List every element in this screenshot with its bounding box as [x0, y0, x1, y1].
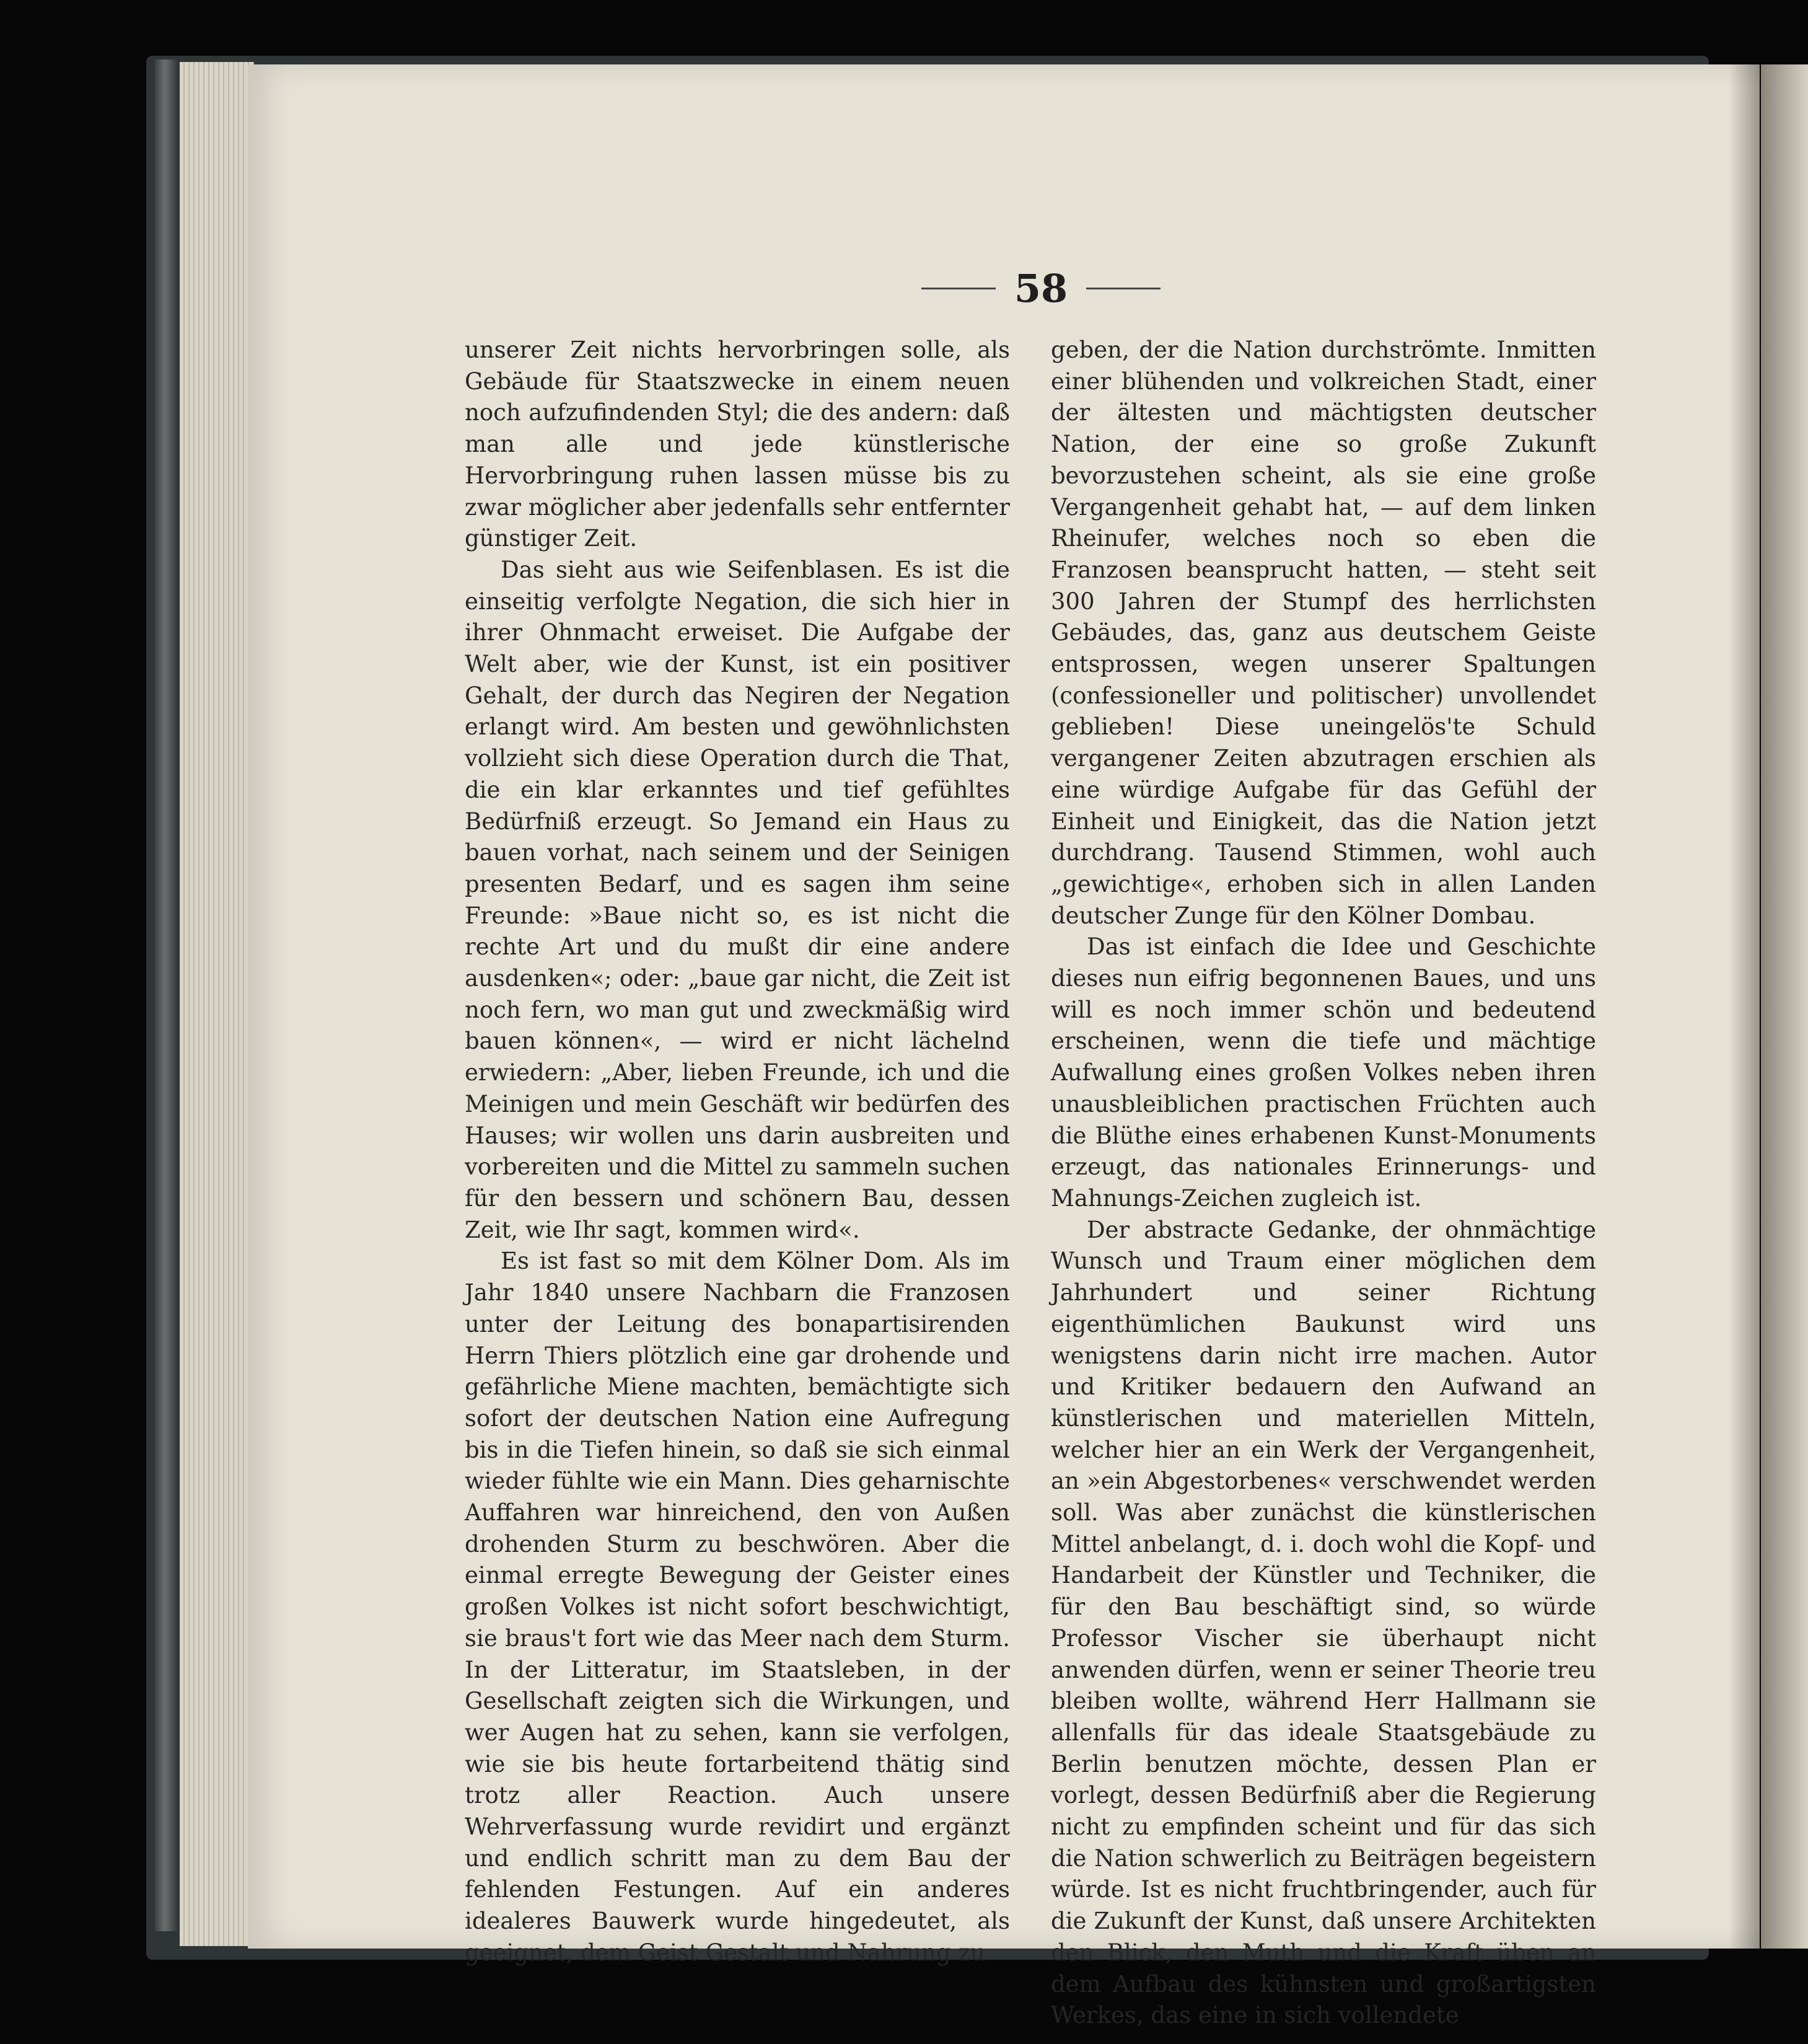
header-rule-left [921, 288, 996, 289]
header-rule-right [1086, 288, 1161, 289]
page-number: 58 [1014, 265, 1068, 311]
paragraph: unserer Zeit nichts hervorbringen solle, als Gebäude für Staatszwecke in einem neuen noch aufzufindenden Styl; die des andern: daß man alle und jede künstlerische Hervorbringung ruhen lassen müsse bis zu zwar möglicher aber jedenfalls sehr entfernter günstiger Zeit. [465, 337, 1010, 552]
right-page-edge [1761, 64, 1808, 1949]
page-header [886, 254, 1196, 322]
book-spine-edge [155, 59, 180, 1931]
paragraph: Das ist einfach die Idee und Geschichte dieses nun eifrig begonnenen Baues, und uns will es noch immer schön und bedeutend erscheinen, wenn die tiefe und mächtige Aufwallung eines großen Volkes neben ihren unausbleiblichen practischen Früchten auch die Blüthe eines erhabenen Kunst-Monuments erzeugt, das nationales Erinnerungs- und Mahnungs-Zeichen zugleich ist. [1051, 933, 1596, 1212]
paragraph: Der abstracte Gedanke, der ohnmächtige Wunsch und Traum einer möglichen dem Jahrhundert und seiner Richtung eigenthümlichen Baukunst wird uns wenigstens darin nicht irre machen. Autor und Kritiker bedauern den Aufwand an künstlerischen und materiellen Mitteln, welcher hier an ein Werk der Vergangenheit, an »ein Abgestorbenes« verschwendet werden soll. Was aber zunächst die künstlerischen Mittel anbelangt, d. i. doch wohl die Kopf- und Handarbeit der Künstler und Techniker, die für den Bau beschäftigt sind, so würde Professor Vischer sie überhaupt nicht anwenden dürfen, wenn er seiner Theorie treu bleiben wollte, während Herr Hallmann sie allenfalls für das ideale Staatsgebäude zu Berlin benutzen möchte, dessen Plan er vorlegt, dessen Bedürfniß aber die Regierung nicht zu empfinden scheint und für das sich die Nation schwerlich zu Beiträgen begeistern würde. Ist es nicht fruchtbringender, auch für die Zukunft der Kunst, daß unsere Architekten den Blick, den Muth und die Kraft üben an dem Aufbau des kühnsten und großartigsten Werkes, das eine in sich vollendete [1051, 1216, 1596, 2029]
paragraph: Das sieht aus wie Seifenblasen. Es ist die einseitig verfolgte Negation, die sich hier in ihrer Ohnmacht erweiset. Die Aufgabe der Welt aber, wie der Kunst, ist ein positiver Gehalt, der durch das Negiren der Negation erlangt wird. Am besten und gewöhnlichsten vollzieht sich diese Operation durch die That, die ein klar erkanntes und tief gefühltes Bedürfniß erzeugt. So Jemand ein Haus zu bauen vorhat, nach seinem und der Seinigen presenten Bedarf, und es sagen ihm seine Freunde: »Baue nicht so, es ist nicht die rechte Art und du mußt dir eine andere ausdenken«; oder: „baue gar nicht, die Zeit ist noch fern, wo man gut und zweckmäßig wird bauen können«, — wird er nicht lächelnd erwiedern: „Aber, lieben Freunde, ich und die Meinigen und mein Geschäft wir bedürfen des Hauses; wir wollen uns darin ausbreiten und vorbereiten und die Mittel zu sammeln suchen für den bessern und schönern Bau, dessen Zeit, wie Ihr sagt, kommen wird«. [465, 556, 1010, 1243]
left-text-column [465, 335, 1010, 1969]
gutter-shadow [1729, 64, 1761, 1949]
paragraph: Es ist fast so mit dem Kölner Dom. Als im Jahr 1840 unsere Nachbarn die Franzosen unter der Leitung des bonapartisirenden Herrn Thiers plötzlich eine gar drohende und gefährliche Miene machten, bemächtigte sich sofort der deutschen Nation eine Aufregung bis in die Tiefen hinein, so daß sie sich einmal wieder fühlte wie ein Mann. Dies geharnischte Auffahren war hinreichend, den von Außen drohenden Sturm zu beschwören. Aber die einmal erregte Bewegung der Geister eines großen Volkes ist nicht sofort beschwichtigt, sie braus't fort wie das Meer nach dem Sturm. In der Litteratur, im Staatsleben, in der Gesellschaft zeigten sich die Wirkungen, und wer Augen hat zu sehen, kann sie verfolgen, wie sie bis heute fortarbeitend thätig sind trotz aller Reaction. Auch unsere Wehrverfassung wurde revidirt und ergänzt und endlich schritt man zu dem Bau der fehlenden Festungen. Auf ein anderes idealeres Bauwerk wurde hingedeutet, als geeignet, dem Geist Gestalt und Nahrung zu [465, 1248, 1010, 1966]
page-stack-edge [180, 62, 254, 1946]
paragraph: geben, der die Nation durchströmte. Inmitten einer blühenden und volkreichen Stadt, einer der ältesten und mächtigsten deutscher Nation, der eine so große Zukunft bevorzustehen scheint, als sie eine große Vergangenheit gehabt hat, — auf dem linken Rheinufer, welches noch so eben die Franzosen beansprucht hatten, — steht seit 300 Jahren der Stumpf des herrlichsten Gebäudes, das, ganz aus deutschem Geiste entsprossen, wegen unserer Spaltungen (confessioneller und politischer) unvollendet geblieben! Diese uneingelös'te Schuld vergangener Zeiten abzutragen erschien als eine würdige Aufgabe für das Gefühl der Einheit und Einigkeit, das die Nation jetzt durchdrang. Tausend Stimmen, wohl auch „gewichtige«, erhoben sich in allen Landen deutscher Zunge für den Kölner Dombau. [1051, 337, 1596, 929]
right-text-column [1051, 335, 1596, 2032]
